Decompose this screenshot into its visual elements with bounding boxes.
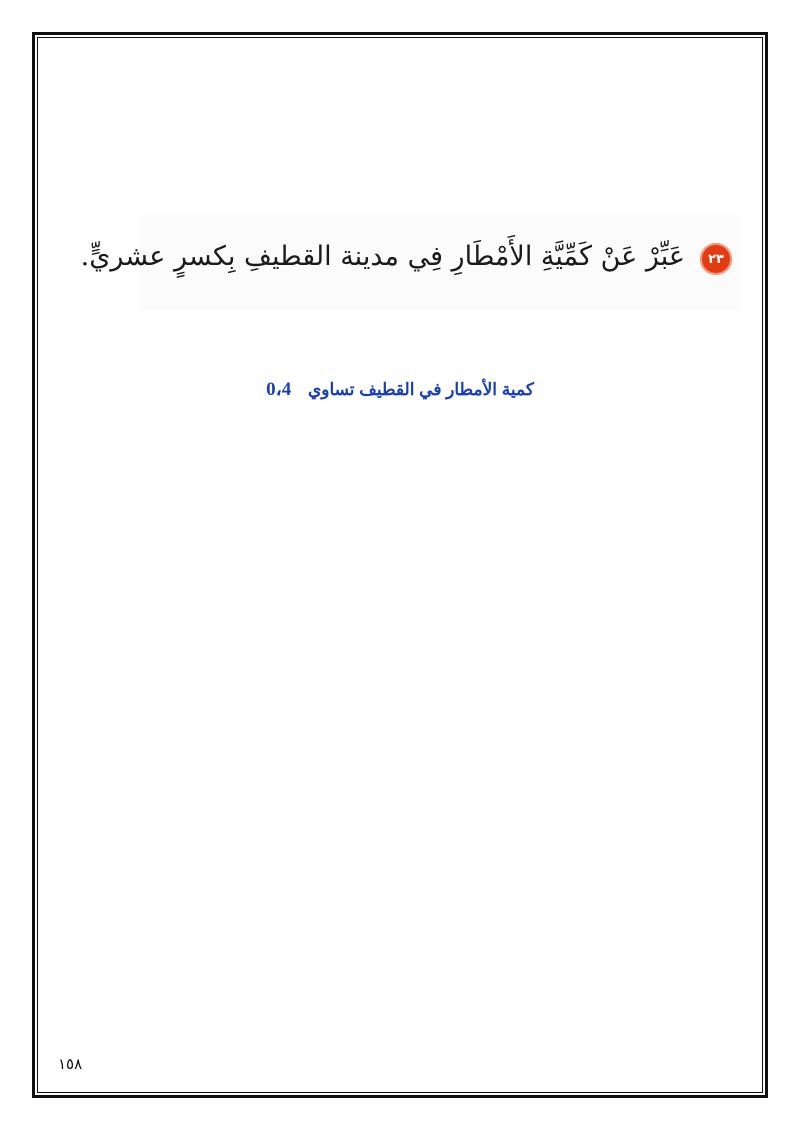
page-border-inner [37, 37, 763, 1093]
question-row [80, 215, 740, 310]
answer-line [100, 378, 700, 401]
question-number-badge: ٢٣ [700, 243, 732, 275]
answer-value: 0،4 [266, 379, 292, 400]
question-text: عَبِّرْ عَنْ كَمِّيَّةِ الأَمْطَارِ فِي مدينة القطيفِ بِكسرٍ عشريٍّ. [80, 241, 685, 272]
answer-text: كمية الأمطار في القطيف تساوي [307, 380, 534, 399]
page-number: ١٥٨ [58, 1055, 83, 1073]
